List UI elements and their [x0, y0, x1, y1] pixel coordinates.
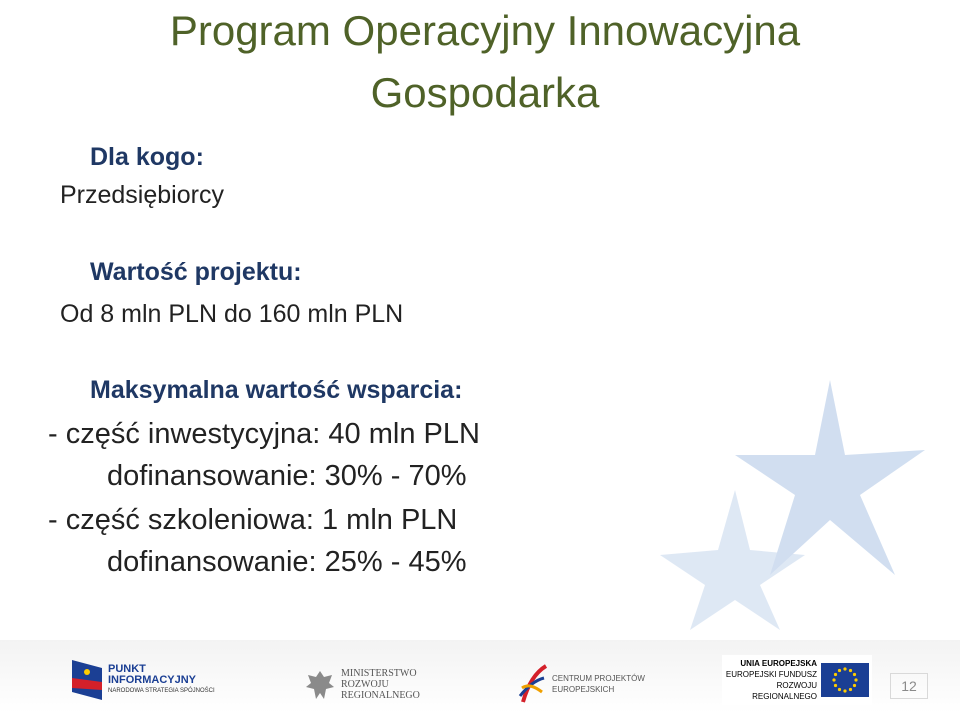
- eagle-emblem-icon: [305, 669, 335, 701]
- logo4-line-3: ROZWOJU REGIONALNEGO: [752, 681, 817, 701]
- cpe-logo: [518, 664, 645, 704]
- logo2-line-3: REGIONALNEGO: [341, 690, 420, 701]
- punkt-informacyjny-logo: [72, 660, 215, 700]
- support-line-investment-rate: dofinansowanie: 30% - 70%: [107, 460, 467, 492]
- logo1-line-2: INFORMACYJNY: [108, 673, 197, 686]
- logo3-line-2: EUROPEJSKICH: [552, 685, 615, 694]
- project-value-label: Wartość projektu:: [90, 258, 302, 286]
- support-line-training-rate: dofinansowanie: 25% - 45%: [107, 546, 467, 578]
- title-line-2: Gospodarka: [370, 69, 600, 116]
- title-line-1: Program Operacyjny Innowacyjna: [169, 7, 801, 54]
- logo1-line-1: PUNKT: [108, 662, 146, 675]
- punkt-flag-icon: [72, 660, 102, 700]
- eu-flag-icon: [821, 663, 869, 697]
- page-number: 12: [890, 673, 928, 699]
- slide-title: [60, 0, 910, 124]
- ministerstwo-logo: [305, 668, 420, 701]
- max-support-label: Maksymalna wartość wsparcia:: [90, 376, 463, 404]
- for-whom-label: Dla kogo:: [90, 143, 204, 171]
- cpe-swoosh-icon: [518, 664, 548, 704]
- logo2-line-1: MINISTERSTWO: [341, 668, 417, 679]
- for-whom-value: Przedsiębiorcy: [60, 181, 224, 209]
- logo4-line-2: EUROPEJSKI FUNDUSZ: [725, 670, 817, 679]
- project-value: Od 8 mln PLN do 160 mln PLN: [60, 300, 404, 328]
- logo4-line-1: UNIA EUROPEJSKA: [740, 659, 817, 668]
- support-line-investment: - część inwestycyjna: 40 mln PLN: [48, 418, 480, 450]
- support-line-training: - część szkoleniowa: 1 mln PLN: [48, 504, 458, 536]
- eu-logo: [722, 655, 872, 705]
- logo1-line-3: NARODOWA STRATEGIA SPÓJNOŚCI: [108, 687, 215, 694]
- logo3-line-1: CENTRUM PROJEKTÓW: [552, 674, 645, 683]
- logo2-line-2: ROZWOJU: [341, 679, 389, 690]
- eu-star-decoration: [640, 360, 960, 630]
